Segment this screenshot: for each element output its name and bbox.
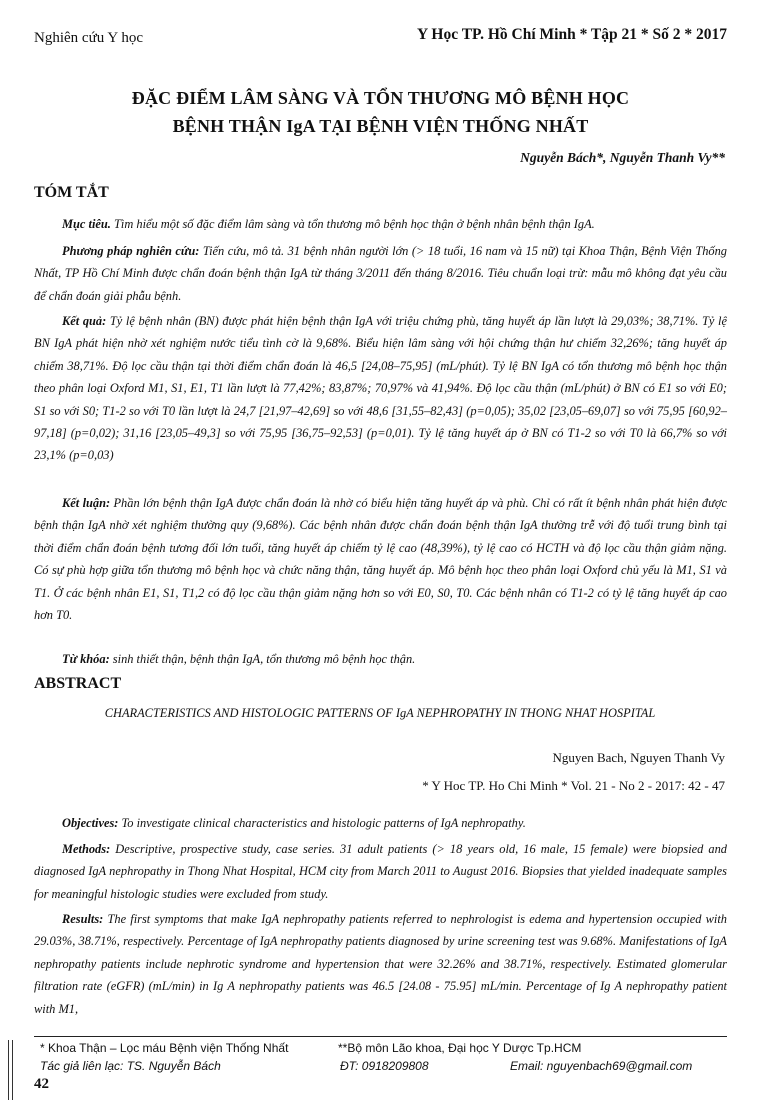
affiliation-2: **Bộ môn Lão khoa, Đại học Y Dược Tp.HCM xyxy=(338,1041,582,1055)
keywords-paragraph-vi xyxy=(34,648,727,670)
abstract-citation: * Y Hoc TP. Ho Chi Minh * Vol. 21 - No 2 - 2017: 42 - 47 xyxy=(422,778,725,793)
results-text-vi: Tỷ lệ bệnh nhân (BN) được phát hiện bệnh thận IgA với triệu chứng phù, tăng huyết áp lần lượt là 29,03%; 38,71%. Tỷ lệ BN IgA phát hiện nhờ xét nghiệm nước tiểu tình cờ là 9,68%. Biểu hiện lâm sàng với hội chứng thận hư chiếm 32,26%; tăng huyết áp chiếm 38,71%. Độ lọc cầu thận tại thời điểm chẩn đoán là 46,5 [24,08–75,95] (mL/phút). Tỷ lệ BN IgA có tổn thương mô bệnh học thận theo phân loại Oxford M1, S1, E1, T1 lần lượt là 77,42%; 83,87%; 70,97% và 41,94%. Độ lọc cầu thận (mL/phút) ở BN có E1 so với E0; S1 so với S0; T1-2 so với T0 lần lượt là 24,7 [21,97–42,69] so với 48,6 [31,55–82,43] (p=0,05); 35,02 [23,05–69,07] so với 75,95 [60,92–97,18] (p=0,02); 31,16 [23,05–49,3] so với 75,95 [36,75–92,53] (p=0,01). Tỷ lệ tăng huyết áp ở BN có T1-2 so với T0 là 66,7% so với 23,1% (p=0,03) xyxy=(34,314,727,463)
running-header-section: Nghiên cứu Y học xyxy=(34,30,144,46)
margin-rule-left xyxy=(8,1040,9,1100)
objectives-text-en: To investigate clinical characteristics and histologic patterns of IgA nephropathy. xyxy=(118,816,526,830)
methods-text-vi: Tiến cứu, mô tả. 31 bệnh nhân người lớn (> 18 tuổi, 16 nam và 15 nữ) tại Khoa Thận, Bệnh Viện Thống Nhất, TP Hồ Chí Minh được chẩn đoán bệnh thận IgA từ tháng 3/2011 đến tháng 8/2016. Tiêu chuẩn loại trừ: mẫu mô không đạt yêu cầu để chẩn đoán giải phẫu bệnh. xyxy=(34,244,727,303)
objective-paragraph-vi xyxy=(34,213,727,235)
objective-text-vi: Tìm hiểu một số đặc điểm lâm sàng và tổn thương mô bệnh học thận ở bệnh nhân bệnh thận IgA. xyxy=(110,217,595,231)
results-paragraph-en xyxy=(34,908,727,1020)
affiliation-1: * Khoa Thận – Lọc máu Bệnh viện Thống Nhất xyxy=(40,1041,289,1055)
footnote-divider xyxy=(34,1036,727,1037)
author-list: Nguyễn Bách*, Nguyễn Thanh Vy** xyxy=(520,150,725,165)
results-paragraph-vi xyxy=(34,310,727,467)
objectives-label-en: Objectives: xyxy=(62,816,119,830)
objectives-paragraph-en xyxy=(34,812,727,834)
conclusion-label-vi: Kết luận: xyxy=(62,496,111,510)
contact-email: Email: nguyenbach69@gmail.com xyxy=(510,1059,693,1073)
article-title-line-2: BỆNH THẬN IgA TẠI BỆNH VIỆN THỐNG NHẤT xyxy=(172,116,589,136)
methods-paragraph-en xyxy=(34,838,727,905)
methods-paragraph-vi xyxy=(34,240,727,307)
article-title-line-1: ĐẶC ĐIỂM LÂM SÀNG VÀ TỔN THƯƠNG MÔ BỆNH HỌC xyxy=(131,88,630,108)
abstract-title: CHARACTERISTICS AND HISTOLOGIC PATTERNS OF IgA NEPHROPATHY IN THONG NHAT HOSPITAL xyxy=(104,706,656,720)
results-label-en: Results: xyxy=(62,912,104,926)
contact-phone: ĐT: 0918209808 xyxy=(340,1059,429,1073)
objective-label-vi: Mục tiêu. xyxy=(62,217,111,231)
keywords-text-vi: sinh thiết thận, bệnh thận IgA, tổn thương mô bệnh học thận. xyxy=(109,652,416,666)
tomtat-heading: TÓM TẮT xyxy=(34,184,109,201)
margin-rule-left-inner xyxy=(12,1040,13,1100)
methods-text-en: Descriptive, prospective study, case series. 31 adult patients (> 18 years old, 16 male, 15 female) were biopsied and diagnosed IgA nephropathy in Thong Nhat Hospital, HCM city from March 2011 to August 2016. Biopsies that yielded inadequate samples for meaningful histologic studies were excluded from study. xyxy=(34,842,727,901)
abstract-heading: ABSTRACT xyxy=(34,675,122,692)
page-number: 42 xyxy=(34,1076,49,1092)
contact-author: Tác giả liên lạc: TS. Nguyễn Bách xyxy=(40,1059,221,1073)
running-header-journal: Y Học TP. Hồ Chí Minh * Tập 21 * Số 2 * 2017 xyxy=(416,26,727,43)
keywords-label-vi: Từ khóa: xyxy=(62,652,110,666)
results-label-vi: Kết quả: xyxy=(62,314,107,328)
methods-label-vi: Phương pháp nghiên cứu: xyxy=(62,244,200,258)
conclusion-text-vi: Phần lớn bệnh thận IgA được chẩn đoán là nhờ có biểu hiện tăng huyết áp và phù. Chỉ có rất ít bệnh nhân phát hiện được bệnh thận IgA nhờ xét nghiệm thường quy (9,68%). Các bệnh nhân được chẩn đoán bệnh thận IgA thường trễ với độ tuổi trung bình tại thời điểm chẩn đoán bệnh tương đối lớn tuổi, tăng huyết áp chiếm tỷ lệ cao (48,39%), tỷ lệ cao có HCTH và độ lọc cầu thận giảm nặng. Có sự phù hợp giữa tổn thương mô bệnh học và chức năng thận, tăng huyết áp. Mô bệnh học theo phân loại Oxford chủ yếu là M1, S1 và T1. Ở các bệnh nhân E1, S1, T1,2 có độ lọc cầu thận giảm nặng hơn so với E0, S0, T0. Các bệnh nhân có T1-2 có tỷ lệ tăng huyết áp cao hơn T0. xyxy=(34,496,727,623)
results-text-en: The first symptoms that make IgA nephropathy patients referred to nephrologist is edema and hypertension occupied with 29.03%, 38.71%, respectively. Percentage of IgA nephropathy patients diagnosed by urine screening test was 9.68%. Manifestations of IgA nephropathy patients include nephrotic syndrome and hypertension that were 32.26% and 38.71%, respectively. Estimated glomerular filtration rate (eGFR) (mL/min) in Ig A nephropathy patients was 46.5 [24.08 - 75.95] mL/min. Percentage of Ig A nephropathy patient with M1, xyxy=(34,912,727,1016)
conclusion-paragraph-vi xyxy=(34,492,727,626)
methods-label-en: Methods: xyxy=(62,842,111,856)
abstract-authors: Nguyen Bach, Nguyen Thanh Vy xyxy=(552,750,725,765)
